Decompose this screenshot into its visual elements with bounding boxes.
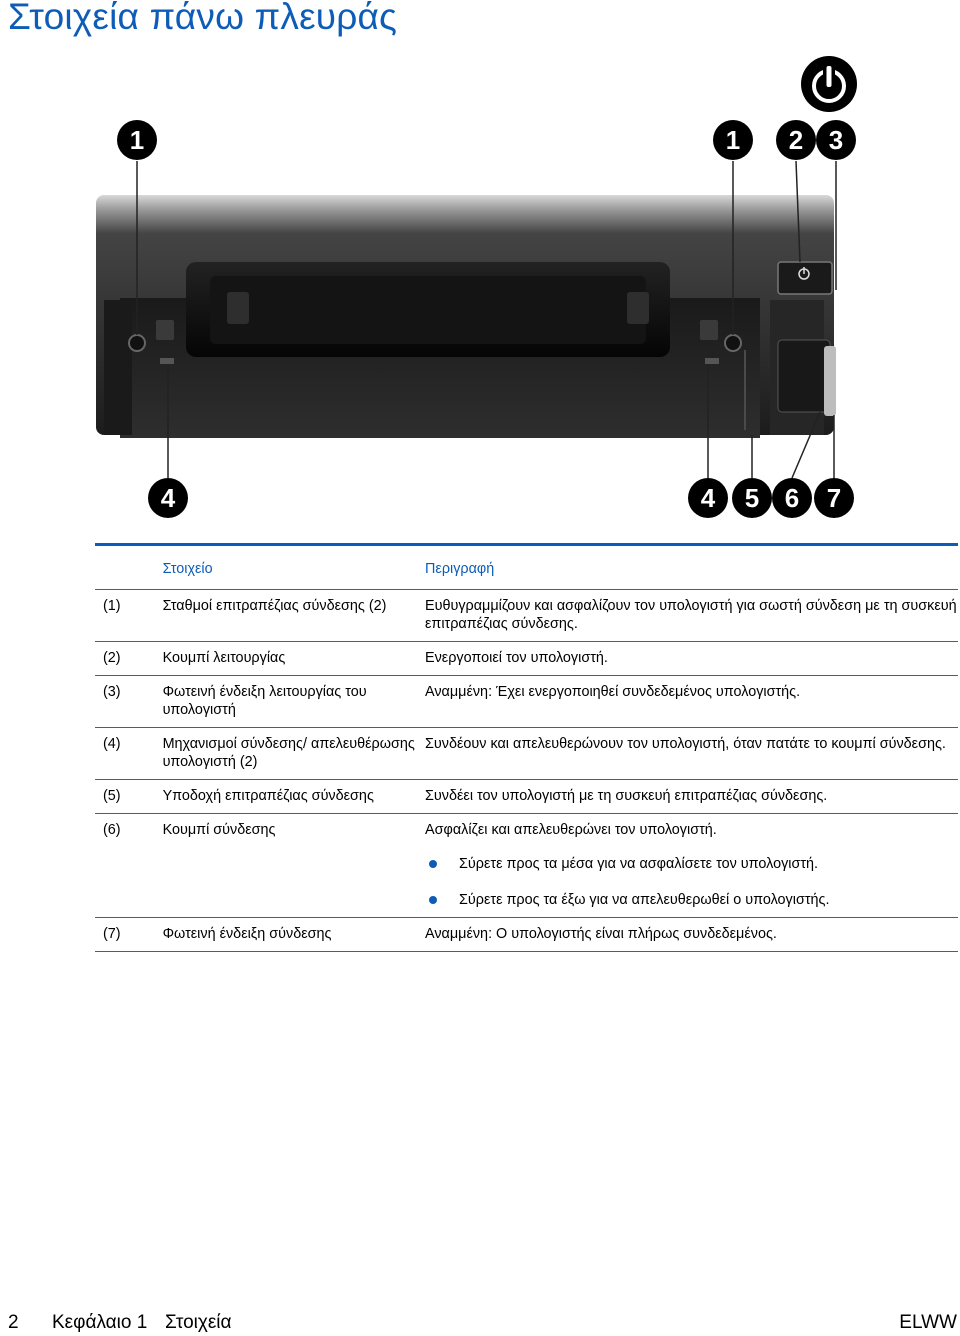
callout-4-left — [148, 478, 188, 518]
components-table — [95, 543, 958, 952]
bullet-item — [425, 891, 958, 909]
row-description: Ενεργοποιεί τον υπολογιστή. — [425, 650, 608, 666]
row-description: Συνδέει τον υπολογιστή με τη συσκευή επιτραπέζιας σύνδεσης. — [425, 788, 828, 804]
row-description: Συνδέουν και απελευθερώνουν τον υπολογιστή, όταν πατάτε το κουμπί σύνδεσης. — [425, 736, 946, 752]
svg-text:7: 7 — [826, 483, 842, 513]
row-number: (1) — [103, 598, 121, 614]
svg-text:4: 4 — [700, 483, 716, 513]
chapter-title: Στοιχεία — [165, 1312, 232, 1333]
docking-station-body — [96, 195, 834, 438]
table-row — [95, 780, 958, 814]
page-number: 2 — [8, 1312, 19, 1333]
row-name: Υποδοχή επιτραπέζιας σύνδεσης — [162, 788, 374, 804]
svg-text:1: 1 — [129, 125, 145, 155]
docking-button — [778, 340, 836, 416]
power-icon — [801, 56, 857, 112]
callout-3 — [816, 120, 856, 160]
table-row — [95, 814, 958, 918]
power-button — [778, 262, 832, 294]
bullet-icon — [429, 860, 437, 868]
row-name: Φωτεινή ένδειξη λειτουργίας του υπολογιστή — [162, 684, 367, 718]
row-name: Κουμπί λειτουργίας — [162, 650, 286, 666]
bullet-list — [425, 855, 958, 909]
row-description: Αναμμένη: Έχει ενεργοποιηθεί συνδεδεμένος υπολογιστής. — [425, 684, 801, 700]
bullet-icon — [429, 896, 437, 904]
callout-4-right — [688, 478, 728, 518]
row-number: (7) — [103, 926, 121, 942]
bullet-item — [425, 855, 958, 873]
svg-text:3: 3 — [828, 125, 844, 155]
row-name: Σταθμοί επιτραπέζιας σύνδεσης (2) — [162, 598, 387, 614]
callout-2 — [776, 120, 816, 160]
page-footer — [0, 1309, 960, 1336]
table-header-item: Στοιχείο — [162, 561, 213, 577]
table-row — [95, 590, 958, 642]
row-number: (5) — [103, 788, 121, 804]
svg-text:5: 5 — [744, 483, 760, 513]
table-row — [95, 642, 958, 676]
row-description: Ασφαλίζει και απελευθερώνει τον υπολογιστή. — [425, 822, 717, 838]
docking-station-figure — [90, 50, 870, 530]
row-description: Ευθυγραμμίζουν και ασφαλίζουν τον υπολογιστή για σωστή σύνδεση με τη συσκευή επιτραπέζιας σύνδεσης. — [425, 598, 957, 632]
table-header-spacer — [95, 545, 163, 590]
table-row — [95, 918, 958, 952]
svg-text:4: 4 — [160, 483, 176, 513]
callout-6 — [772, 478, 812, 518]
row-description: Αναμμένη: Ο υπολογιστής είναι πλήρως συνδεδεμένος. — [425, 926, 777, 942]
docking-post-right — [725, 335, 741, 351]
callout-1-left — [117, 120, 157, 160]
svg-text:6: 6 — [784, 483, 800, 513]
table-row — [95, 676, 958, 728]
table-header-description: Περιγραφή — [425, 561, 495, 577]
callout-7 — [814, 478, 854, 518]
row-number: (3) — [103, 684, 121, 700]
footer-brand: ELWW — [899, 1312, 957, 1333]
table-row — [95, 728, 958, 780]
row-number: (6) — [103, 822, 121, 838]
row-name: Φωτεινή ένδειξη σύνδεσης — [162, 926, 332, 942]
callout-5 — [732, 478, 772, 518]
bullet-text: Σύρετε προς τα μέσα για να ασφαλίσετε τον υπολογιστή. — [459, 856, 819, 872]
svg-text:1: 1 — [725, 125, 741, 155]
row-number: (2) — [103, 650, 121, 666]
row-description-cell — [425, 814, 958, 918]
chapter-label: Κεφάλαιο 1 — [52, 1312, 148, 1333]
page-title: Στοιχεία πάνω πλευράς — [8, 0, 398, 37]
bullet-text: Σύρετε προς τα έξω για να απελευθερωθεί ο υπολογιστής. — [459, 892, 830, 908]
row-number: (4) — [103, 736, 121, 752]
row-name: Κουμπί σύνδεσης — [162, 822, 276, 838]
svg-text:2: 2 — [788, 125, 804, 155]
docking-post-left — [129, 335, 145, 351]
callout-1-right — [713, 120, 753, 160]
table-header-row — [95, 545, 958, 590]
row-name: Μηχανισμοί σύνδεσης/ απελευθέρωσης υπολογιστή (2) — [162, 736, 415, 770]
